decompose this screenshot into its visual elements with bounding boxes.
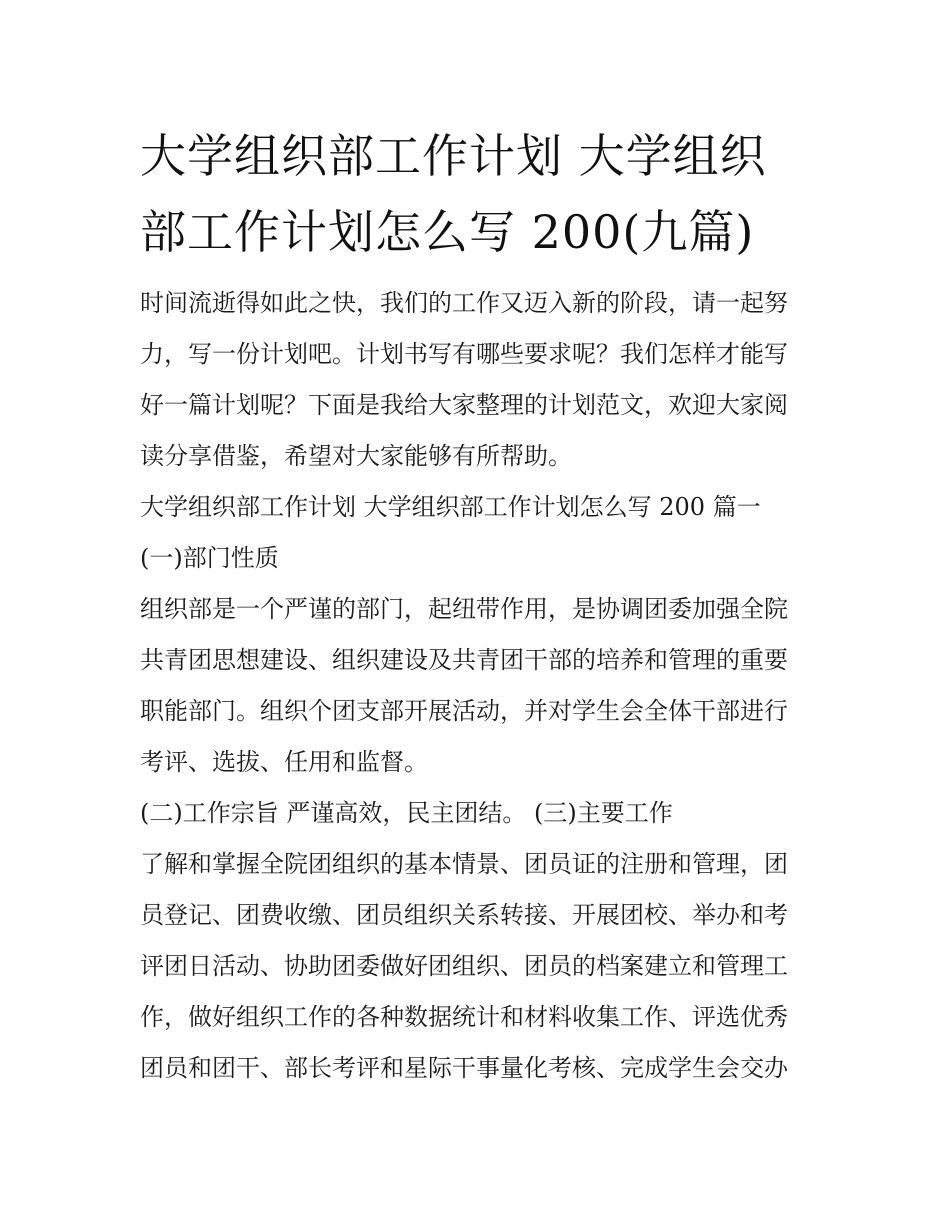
text-line: 评团日活动、协助团委做好团组织、团员的档案建立和管理工 (140, 952, 788, 980)
text-line: 考评、选拔、任用和监督。 (140, 748, 428, 776)
text-line: 大学组织部工作计划 大学组织部工作计划怎么写 200 篇一 (140, 493, 761, 521)
intro-paragraph (140, 278, 812, 482)
title-line-1: 大学组织部工作计划 大学组织 (140, 129, 767, 183)
text-line: 团员和团干、部长考评和星际干事量化考核、完成学生会交办 (140, 1054, 788, 1082)
document-title (140, 118, 812, 270)
text-line: 好一篇计划呢？下面是我给大家整理的计划范文，欢迎大家阅 (140, 391, 788, 419)
subheading-department-nature (140, 533, 812, 584)
text-line: 组织部是一个严谨的部门，起纽带作用，是协调团委加强全院 (140, 595, 788, 623)
text-line: (一)部门性质 (140, 544, 279, 572)
document-content (140, 118, 812, 1094)
text-line: (二)工作宗旨 严谨高效，民主团结。 (三)主要工作 (140, 799, 673, 827)
section-heading (140, 482, 812, 533)
text-line: 时间流逝得如此之快，我们的工作又迈入新的阶段，请一起努 (140, 289, 788, 317)
text-line: 职能部门。组织个团支部开展活动，并对学生会全体干部进行 (140, 697, 788, 725)
text-line: 读分享借鉴，希望对大家能够有所帮助。 (140, 442, 572, 470)
text-line: 员登记、团费收缴、团员组织关系转接、开展团校、举办和考 (140, 901, 788, 929)
title-line-2: 部工作计划怎么写 200(九篇) (140, 205, 755, 259)
subheading-purpose-and-work (140, 788, 812, 839)
text-line: 共青团思想建设、组织建设及共青团干部的培养和管理的重要 (140, 646, 788, 674)
text-line: 作，做好组织工作的各种数据统计和材料收集工作、评选优秀 (140, 1003, 788, 1031)
main-work-paragraph (140, 839, 812, 1094)
text-line: 了解和掌握全院团组织的基本情景、团员证的注册和管理，团 (140, 850, 788, 878)
department-description-paragraph (140, 584, 812, 788)
text-line: 力，写一份计划吧。计划书写有哪些要求呢？我们怎样才能写 (140, 340, 788, 368)
